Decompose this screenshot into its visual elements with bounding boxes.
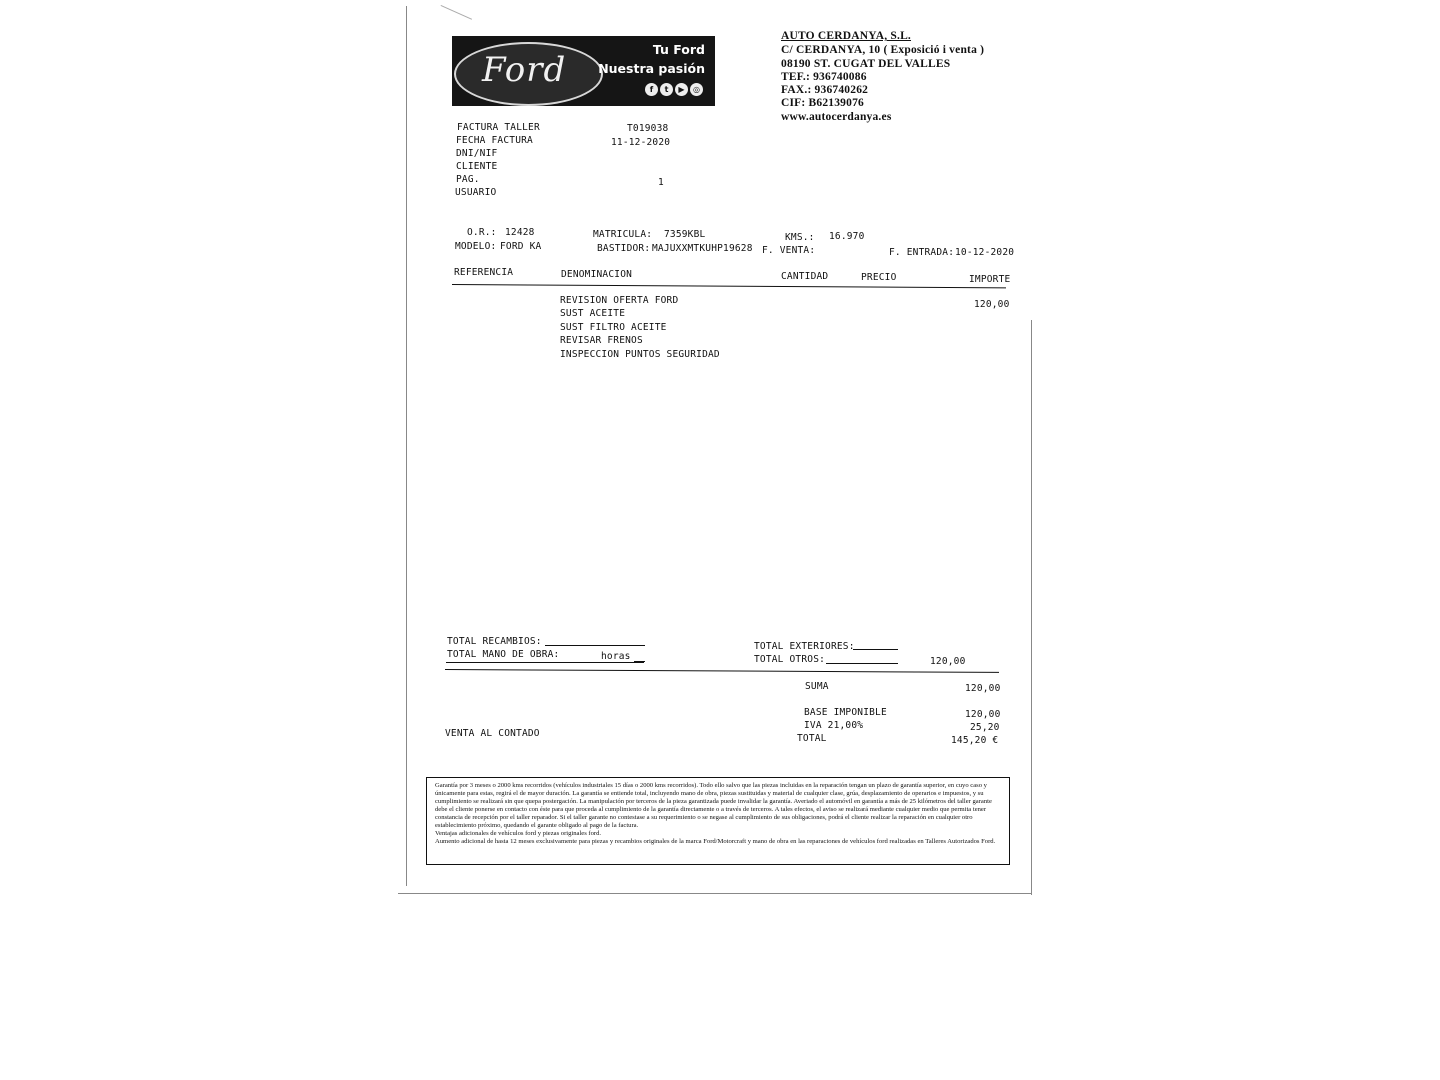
col-header-reference: REFERENCIA [454,267,514,278]
vat-value: 25,20 [970,722,1000,733]
total-parts-label: TOTAL RECAMBIOS: [447,636,542,647]
line-item: SUST ACEITE [560,308,626,319]
label-page: PAG. [456,174,480,185]
col-header-description: DENOMINACION [561,269,633,280]
banner-tagline-2: Nuestra pasión [598,61,705,76]
vat-label: IVA 21,00% [804,720,864,731]
chassis-label: BASTIDOR: [597,243,651,254]
twitter-icon: t [660,83,673,96]
company-fax: FAX.: 936740262 [781,84,869,96]
model-value: FORD KA [500,241,542,252]
total-value: 145,20 € [951,735,999,746]
or-label: O.R.: [467,227,497,238]
sale-date-label: F. VENTA: [762,245,816,256]
label-invoice-date: FECHA FACTURA [456,135,533,146]
warranty-extra-text: Aumento adicional de hasta 12 meses exclusivamente para piezas y recambios originales de la marca Ford/Motorcraft y mano de obra en las reparaciones de vehículos ford realizadas en Talleres Autorizados Ford. [435,838,996,845]
total-label: TOTAL [797,733,827,744]
entry-date-value: 10-12-2020 [955,247,1015,258]
facebook-icon: f [645,83,658,96]
plate-value: 7359KBL [664,229,706,240]
scan-edge-left [406,6,407,886]
plate-label: MATRICULA: [593,229,653,240]
table-header-rule [452,284,1006,288]
invoice-number: T019038 [627,123,669,134]
warranty-extra-title: Ventajas adicionales de vehículos ford y piezas originales ford. [435,830,602,837]
labor-underline [446,662,644,663]
kms-label: KMS.: [785,232,815,243]
company-address-1: C/ CERDANYA, 10 ( Exposició i venta ) [781,44,985,56]
total-others-blank [826,662,898,664]
line-item: REVISAR FRENOS [560,335,643,346]
invoice-date: 11-12-2020 [611,137,671,148]
total-parts-blank [545,644,645,646]
sum-label: SUMA [805,681,829,692]
company-cif: CIF: B62139076 [781,97,864,109]
line-item: INSPECCION PUNTOS SEGURIDAD [560,349,720,360]
col-header-price: PRECIO [861,272,897,283]
line-item: SUST FILTRO ACEITE [560,322,667,333]
company-address-2: 08190 ST. CUGAT DEL VALLES [781,58,951,70]
company-tel: TEF.: 936740086 [781,71,867,83]
col-header-quantity: CANTIDAD [781,271,829,282]
scan-corner-mark [432,5,472,38]
ford-logo-text: Ford [482,50,567,90]
total-labor-label: TOTAL MANO DE OBRA: [447,649,560,660]
warranty-terms-box [426,777,1010,865]
label-user: USUARIO [455,187,497,198]
total-exterior-label: TOTAL EXTERIORES: [754,641,855,652]
label-client: CLIENTE [456,161,498,172]
tax-base-label: BASE IMPONIBLE [804,707,887,718]
social-icons [645,83,703,96]
or-value: 12428 [505,227,535,238]
tax-base-value: 120,00 [965,709,1001,720]
scan-edge-bottom [398,893,1032,894]
ford-banner [452,36,715,106]
total-exterior-blank [853,648,898,650]
chassis-value: MAJUXXMTKUHP19628 [652,243,753,254]
kms-value: 16.970 [829,231,865,242]
banner-tagline-1: Tu Ford [652,42,705,57]
company-name: AUTO CERDANYA, S.L. [781,30,912,42]
warranty-text: Garantía por 3 meses o 2000 kms recorridos (vehículos industriales 15 días o 2000 kms recorridos). Todo ello salvo que las piezas incluidas en la reparación tengan un plazo de garantía superior, en cuyo caso y únicamente para estas, regirá el de mayor duración. La garantía se entiende total, incluyendo mano de obra, piezas sustituidas y material de cualquier clase, grúa, desplazamiento de operarios e impuestos, y su cumplimiento se realizará sin que quepa postergación. La manipulación por terceros de la pieza garantizada puede invalidar la garantía. Averiado el automóvil en garantía a más de 25 kilómetros del taller garante debe el cliente ponerse en contacto con éste para que proceda al cumplimiento de la garantía directamente o a través de terceros. A tales efectos, el aviso se realizará mediante cualquier medio que permita tener constancia de recepción por el taller reparador. Si el taller garante no contestase a su requerimiento o se negase al cumplimiento de sus obligaciones, podrá el cliente realizar la reparación en cualquier otro establecimiento próximo, quedando el garante obligado al pago de la factura. [435,782,992,829]
instagram-icon: ◎ [690,83,703,96]
line-item-amount: 120,00 [974,299,1010,310]
totals-rule [445,669,999,673]
scan-edge-right [1031,320,1032,895]
sum-value: 120,00 [965,683,1001,694]
youtube-icon: ▶ [675,83,688,96]
company-web: www.autocerdanya.es [781,111,892,123]
label-tax-id: DNI/NIF [456,148,498,159]
hours-label: horas [601,651,631,662]
line-item: REVISION OFERTA FORD [560,295,679,306]
total-others-value: 120,00 [930,656,966,667]
total-others-label: TOTAL OTROS: [754,654,826,665]
entry-date-label: F. ENTRADA: [889,247,955,258]
payment-method: VENTA AL CONTADO [445,728,540,739]
model-label: MODELO: [455,241,497,252]
invoice-page: 1 [658,177,664,188]
col-header-amount: IMPORTE [969,274,1011,285]
label-invoice-number: FACTURA TALLER [457,122,540,133]
